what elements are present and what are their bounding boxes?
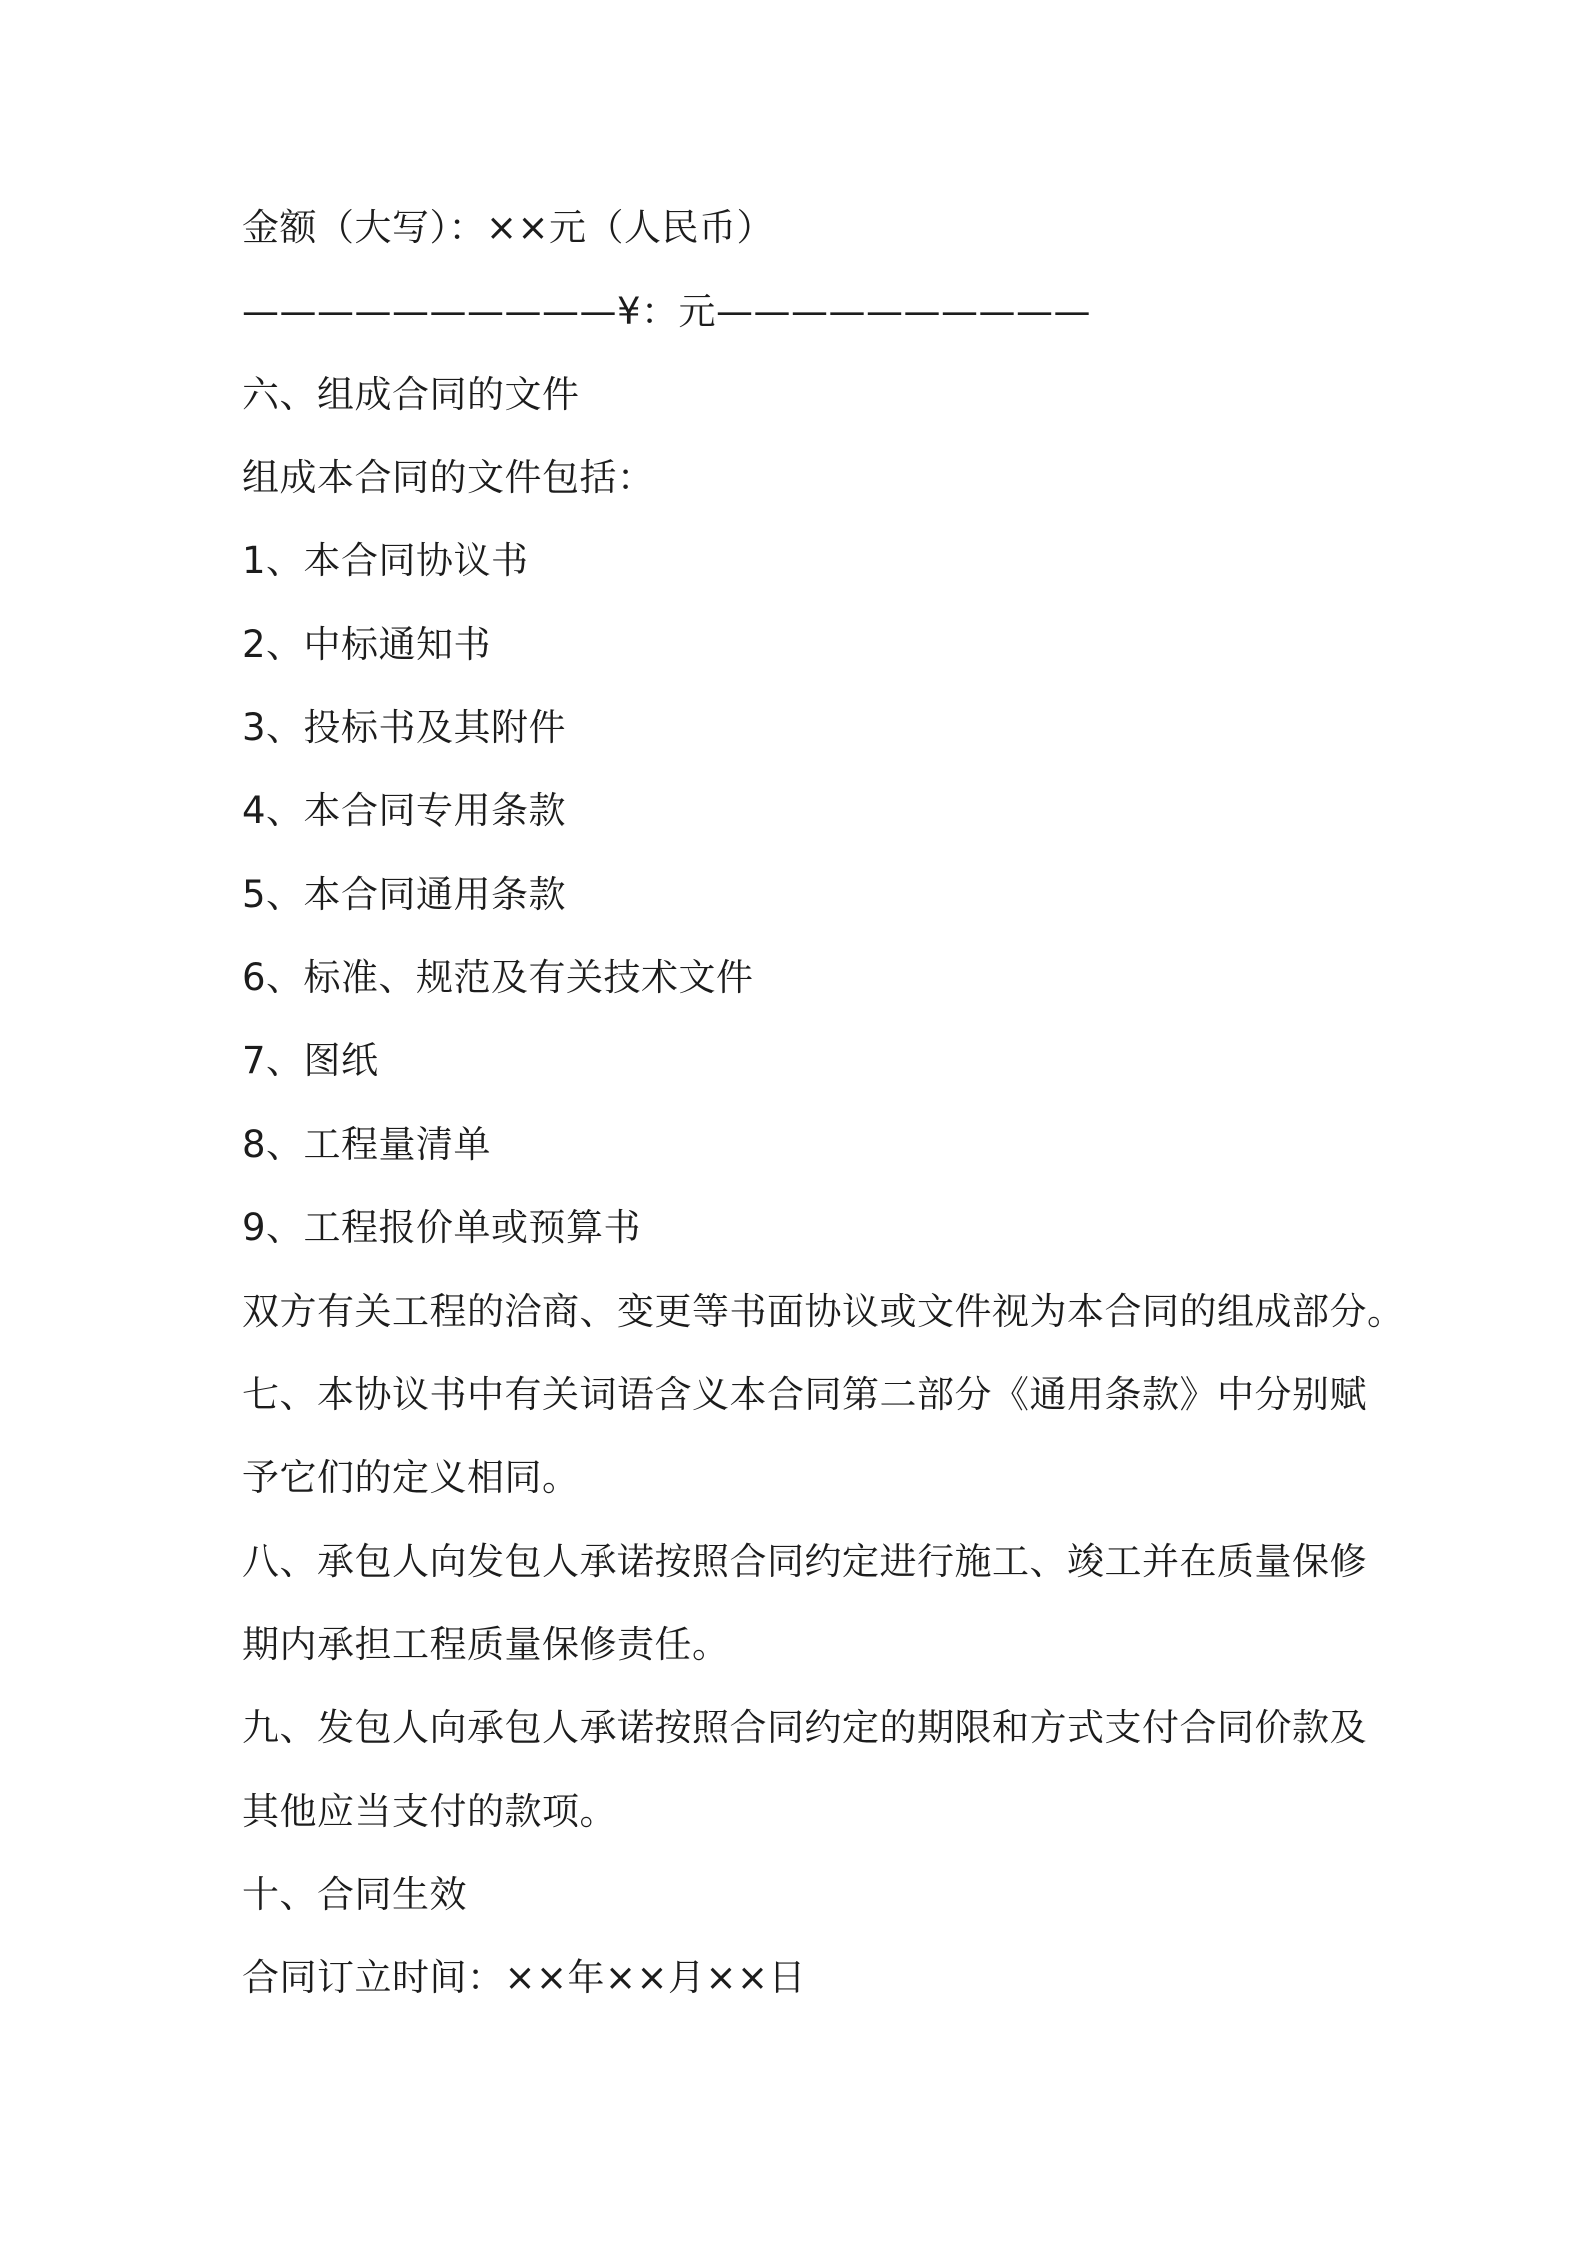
- section-9-line-1: 九、发包人向承包人承诺按照合同约定的期限和方式支付合同价款及: [242, 1706, 1367, 1749]
- paragraph-supplementary-agreements: 双方有关工程的洽商、变更等书面协议或文件视为本合同的组成部分。: [242, 1290, 1405, 1333]
- paragraph-documents-intro: 组成本合同的文件包括：: [242, 456, 655, 499]
- list-item-6: 6、标准、规范及有关技术文件: [242, 956, 754, 999]
- list-item-7: 7、图纸: [242, 1039, 379, 1082]
- amount-in-figures-line: ——————————¥：元——————————: [242, 290, 1092, 333]
- contract-signing-date: 合同订立时间：××年××月××日: [242, 1956, 807, 1999]
- section-8-line-2: 期内承担工程质量保修责任。: [242, 1623, 730, 1666]
- section-heading-contract-effective: 十、合同生效: [242, 1873, 467, 1916]
- list-item-4: 4、本合同专用条款: [242, 789, 567, 832]
- list-item-1: 1、本合同协议书: [242, 539, 529, 582]
- list-item-9: 9、工程报价单或预算书: [242, 1206, 642, 1249]
- list-item-2: 2、中标通知书: [242, 623, 492, 666]
- section-7-line-1: 七、本协议书中有关词语含义本合同第二部分《通用条款》中分别赋: [242, 1373, 1367, 1416]
- list-item-5: 5、本合同通用条款: [242, 873, 567, 916]
- list-item-3: 3、投标书及其附件: [242, 706, 567, 749]
- section-9-line-2: 其他应当支付的款项。: [242, 1790, 617, 1833]
- list-item-8: 8、工程量清单: [242, 1123, 492, 1166]
- section-7-line-2: 予它们的定义相同。: [242, 1456, 580, 1499]
- amount-in-words: 金额（大写）：××元（人民币）: [242, 206, 775, 249]
- section-heading-contract-documents: 六、组成合同的文件: [242, 373, 580, 416]
- section-8-line-1: 八、承包人向发包人承诺按照合同约定进行施工、竣工并在质量保修: [242, 1540, 1367, 1583]
